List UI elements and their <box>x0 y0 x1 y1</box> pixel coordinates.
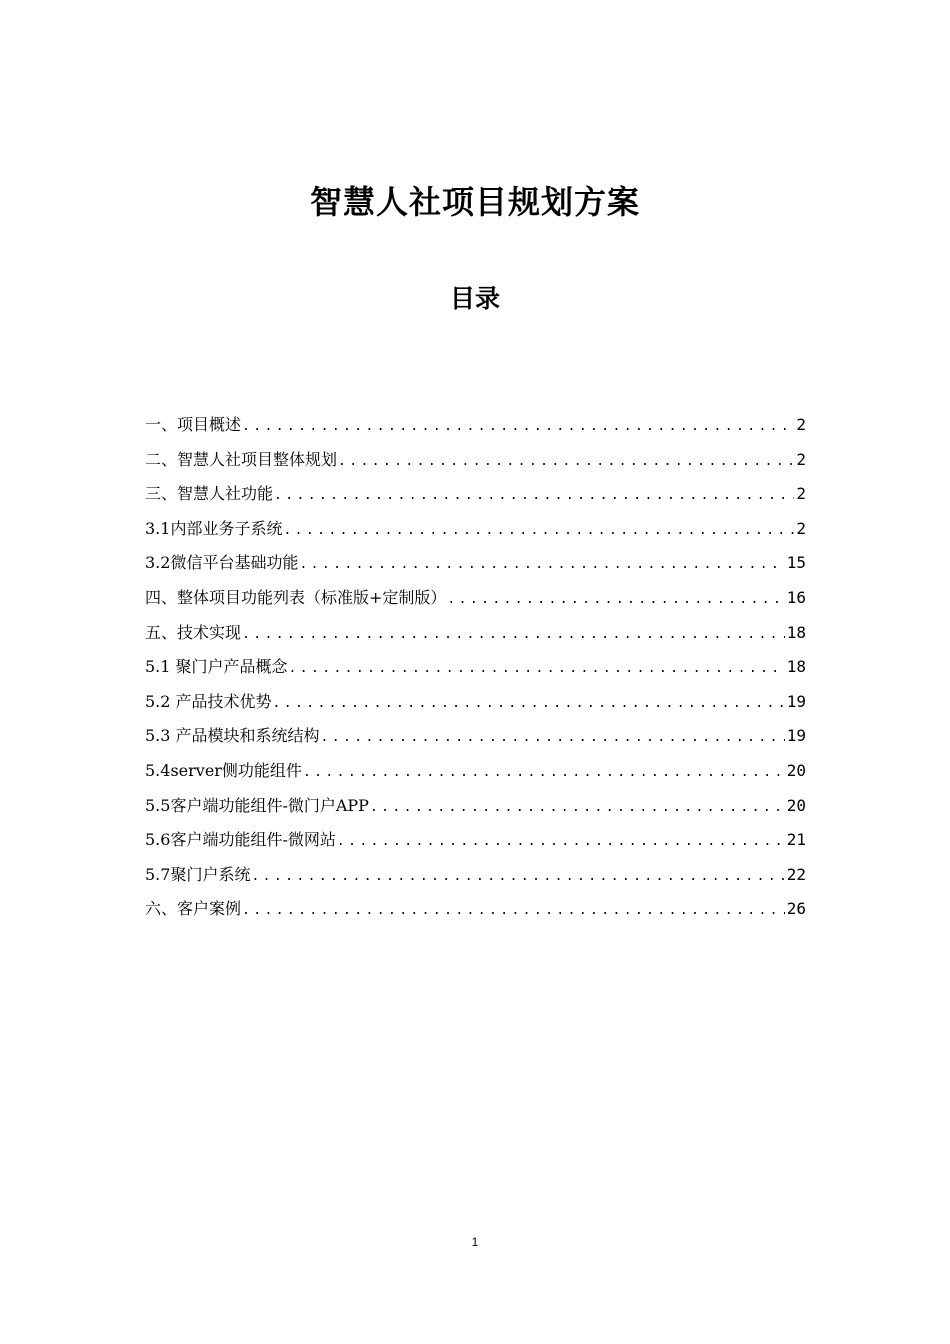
toc-entry-page: 15 <box>786 553 806 573</box>
toc-entry-label: 5.3 产品模块和系统结构 <box>145 726 320 746</box>
toc-entry-label: 5.5客户端功能组件-微门户APP <box>145 795 369 815</box>
toc-entry[interactable] <box>145 789 806 824</box>
toc-entry-page: 22 <box>786 864 806 884</box>
document-title: 智慧人社项目规划方案 <box>309 183 640 221</box>
toc-entry[interactable] <box>145 892 806 927</box>
toc-entry[interactable] <box>145 685 806 720</box>
toc-dot-leader <box>242 894 785 927</box>
toc-entry-label: 二、智慧人社项目整体规划 <box>145 449 338 469</box>
toc-entry-label: 3.1内部业务子系统 <box>145 518 283 538</box>
toc-dot-leader <box>321 721 785 754</box>
toc-entry[interactable] <box>145 858 806 893</box>
toc-entry-label: 5.1 聚门户产品概念 <box>145 657 288 677</box>
toc-entry-label: 六、客户案例 <box>145 899 242 919</box>
toc-dot-leader <box>274 479 794 512</box>
toc-entry[interactable] <box>145 443 806 478</box>
toc-entry-page: 20 <box>786 795 806 815</box>
toc-dot-leader <box>338 445 794 478</box>
toc-dot-leader <box>242 410 794 443</box>
toc-entry[interactable] <box>145 719 806 754</box>
table-of-contents <box>145 408 806 927</box>
toc-entry-page: 26 <box>786 899 806 919</box>
toc-entry-label: 五、技术实现 <box>145 622 242 642</box>
page-number: 1 <box>471 1235 479 1249</box>
toc-dot-leader <box>447 583 784 616</box>
toc-entry-page: 2 <box>796 484 806 504</box>
toc-dot-leader <box>299 548 784 581</box>
toc-entry-label: 5.4server侧功能组件 <box>145 760 302 780</box>
toc-dot-leader <box>242 618 785 651</box>
toc-dot-leader <box>251 860 784 893</box>
toc-entry-page: 2 <box>796 518 806 538</box>
toc-entry[interactable] <box>145 512 806 547</box>
toc-entry-page: 21 <box>786 830 806 850</box>
toc-entry[interactable] <box>145 408 806 443</box>
toc-entry-label: 四、整体项目功能列表（标准版+定制版） <box>145 587 447 607</box>
toc-dot-leader <box>370 791 785 824</box>
toc-entry-page: 20 <box>786 760 806 780</box>
toc-dot-leader <box>273 687 785 720</box>
toc-entry-page: 2 <box>796 449 806 469</box>
toc-entry-page: 19 <box>786 691 806 711</box>
toc-dot-leader <box>303 756 785 789</box>
toc-entry-page: 16 <box>786 587 806 607</box>
toc-entry-page: 18 <box>786 657 806 677</box>
toc-entry-page: 19 <box>786 726 806 746</box>
toc-entry-label: 一、项目概述 <box>145 415 242 434</box>
toc-entry-label: 5.7聚门户系统 <box>145 864 251 884</box>
toc-entry[interactable] <box>145 754 806 789</box>
toc-entry-page: 18 <box>786 622 806 642</box>
toc-entry-label: 3.2微信平台基础功能 <box>145 553 299 573</box>
toc-entry-label: 三、智慧人社功能 <box>145 484 274 504</box>
toc-heading: 目录 <box>449 284 500 313</box>
toc-entry[interactable] <box>145 581 806 616</box>
toc-entry[interactable] <box>145 616 806 651</box>
toc-entry-label: 5.2 产品技术优势 <box>145 691 272 711</box>
toc-entry[interactable] <box>145 650 806 685</box>
toc-dot-leader <box>337 825 785 858</box>
toc-dot-leader <box>289 652 785 685</box>
toc-entry-page: 2 <box>796 415 806 434</box>
toc-dot-leader <box>283 514 794 547</box>
toc-entry-label: 5.6客户端功能组件-微网站 <box>145 830 336 850</box>
toc-entry[interactable] <box>145 823 806 858</box>
toc-entry[interactable] <box>145 546 806 581</box>
toc-entry[interactable] <box>145 477 806 512</box>
